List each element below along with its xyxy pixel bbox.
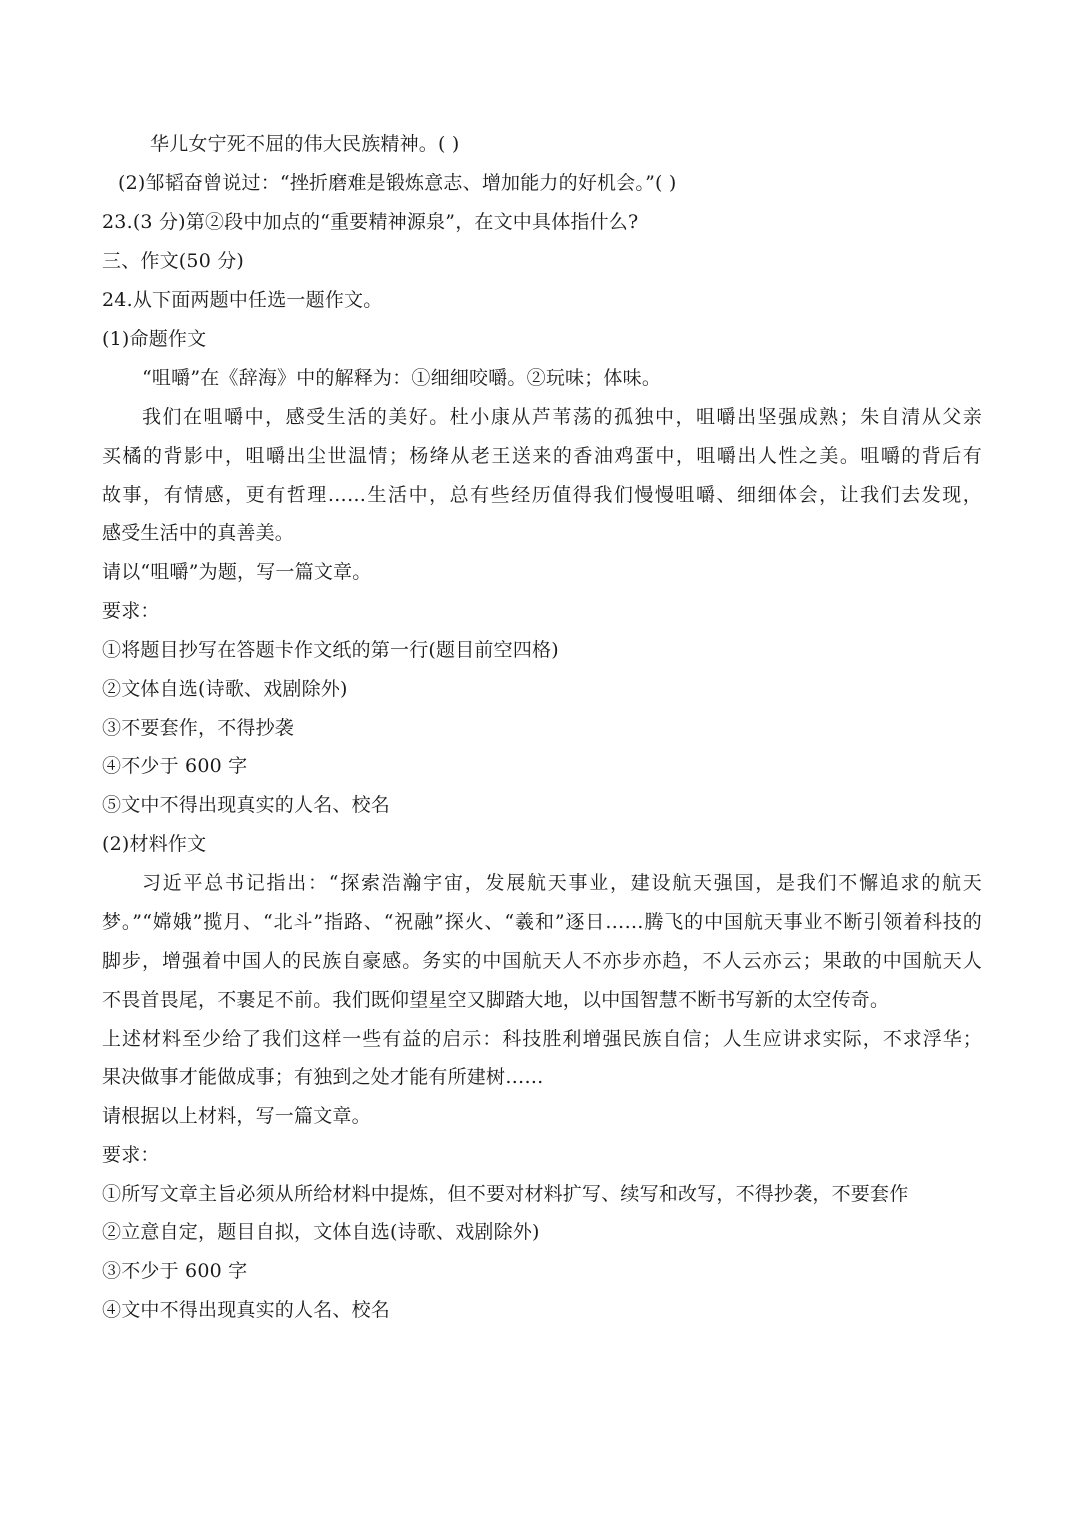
text-line: 我们在咀嚼中，感受生活的美好。杜小康从芦苇荡的孤独中，咀嚼出坚强成熟；朱自清从父亲	[142, 406, 982, 428]
text-line: 买橘的背影中，咀嚼出尘世温情；杨绛从老王送来的香油鸡蛋中，咀嚼出人性之美。咀嚼的背后有	[102, 445, 982, 467]
requirement-item: ③不少于 600 字	[102, 1260, 248, 1282]
requirement-item: ②立意自定，题目自拟，文体自选(诗歌、戏剧除外)	[102, 1221, 540, 1243]
question-23: 23.(3 分)第②段中加点的“重要精神源泉”，在文中具体指什么?	[102, 211, 639, 233]
text-line: 上述材料至少给了我们这样一些有益的启示：科技胜利增强民族自信；人生应讲求实际，不求浮华；	[102, 1028, 982, 1050]
text-line: 感受生活中的真善美。	[102, 522, 295, 544]
subsection-heading: (2)材料作文	[102, 833, 207, 855]
requirement-item: ④文中不得出现真实的人名、校名	[102, 1299, 391, 1321]
requirement-item: ④不少于 600 字	[102, 755, 248, 777]
text-line: 故事，有情感，更有哲理……生活中，总有些经历值得我们慢慢咀嚼、细细体会，让我们去发现，	[102, 484, 982, 506]
requirement-item: ③不要套作，不得抄袭	[102, 717, 295, 739]
subsection-heading: (1)命题作文	[102, 328, 207, 350]
text-line: 华儿女宁死不屈的伟大民族精神。( )	[150, 133, 460, 155]
text-line: (2)邹韬奋曾说过：“挫折磨难是锻炼意志、增加能力的好机会。”( )	[118, 172, 677, 194]
requirement-item: ①将题目抄写在答题卡作文纸的第一行(题目前空四格)	[102, 639, 559, 661]
text-line: 请根据以上材料，写一篇文章。	[102, 1105, 371, 1127]
requirement-item: ⑤文中不得出现真实的人名、校名	[102, 794, 391, 816]
text-line: 要求：	[102, 600, 160, 622]
text-line: 不畏首畏尾，不裹足不前。我们既仰望星空又脚踏大地，以中国智慧不断书写新的太空传奇。	[102, 989, 890, 1011]
text-line: 果决做事才能做成事；有独到之处才能有所建树……	[102, 1066, 544, 1088]
text-line: 请以“咀嚼”为题，写一篇文章。	[102, 561, 372, 583]
requirement-item: ②文体自选(诗歌、戏剧除外)	[102, 678, 348, 700]
question-24: 24.从下面两题中任选一题作文。	[102, 289, 383, 311]
text-line: 脚步，增强着中国人的民族自豪感。务实的中国航天人不亦步亦趋，不人云亦云；果敢的中国航天人	[102, 950, 982, 972]
text-line: “咀嚼”在《辞海》中的解释为：①细细咬嚼。②玩味；体味。	[142, 367, 662, 389]
section-heading: 三、作文(50 分)	[102, 250, 245, 272]
text-line: 习近平总书记指出：“探索浩瀚宇宙，发展航天事业，建设航天强国，是我们不懈追求的航天	[142, 872, 982, 894]
requirement-item: ①所写文章主旨必须从所给材料中提炼，但不要对材料扩写、续写和改写，不得抄袭，不要套作	[102, 1183, 909, 1205]
text-line: 要求：	[102, 1144, 160, 1166]
text-line: 梦。”“嫦娥”揽月、“北斗”指路、“祝融”探火、“羲和”逐日……腾飞的中国航天事业不断引领着科技的	[102, 911, 982, 933]
